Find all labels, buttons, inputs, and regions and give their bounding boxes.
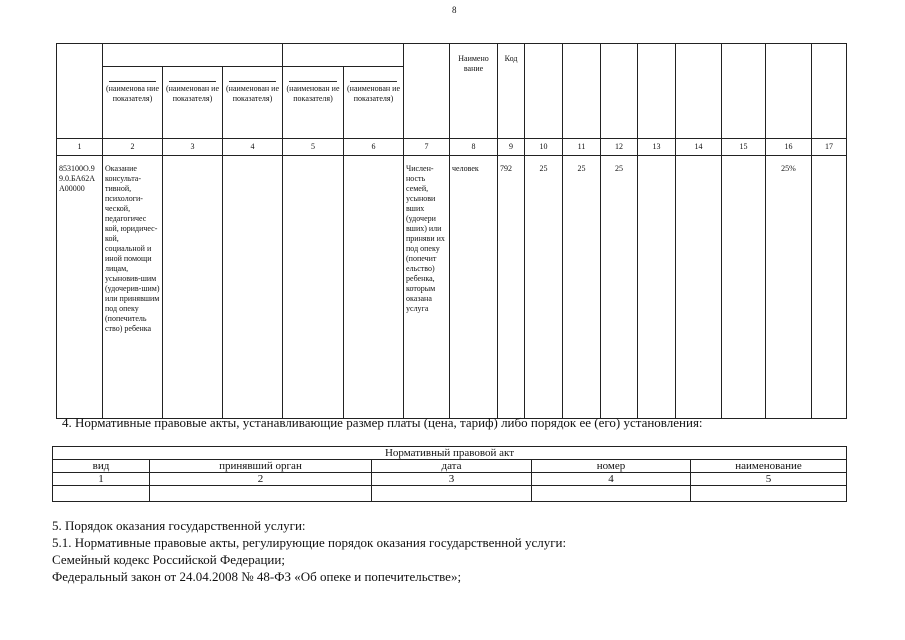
- header-code-label: Код: [498, 44, 525, 139]
- col-number: 14: [676, 139, 722, 156]
- empty-cell: [532, 486, 691, 502]
- indicator-name-cell: (наименован ие показателя): [344, 67, 404, 139]
- data-cell: [223, 156, 283, 419]
- service-indicators-table: [56, 43, 847, 419]
- col-number: 6: [344, 139, 404, 156]
- data-cell: [676, 156, 722, 419]
- col-number: 11: [563, 139, 601, 156]
- unit-code: 792: [498, 156, 525, 419]
- data-cell: [722, 156, 766, 419]
- empty-cell: [691, 486, 847, 502]
- empty-cell: [150, 486, 372, 502]
- col-number: 3: [372, 473, 532, 486]
- header-group-content: [103, 44, 283, 67]
- indicator-name-cell: (наименован ие показателя): [223, 67, 283, 139]
- col-number: 1: [53, 473, 150, 486]
- unit-name: человек: [450, 156, 498, 419]
- value-year-3: 25: [601, 156, 638, 419]
- col-number: 8: [450, 139, 498, 156]
- col-number: 5: [283, 139, 344, 156]
- col-number: 16: [766, 139, 812, 156]
- legal-act-item: Семейный кодекс Российской Федерации;: [52, 552, 285, 567]
- header-cell-7: [404, 44, 450, 139]
- col-number: 3: [163, 139, 223, 156]
- section-4-heading: 4. Нормативные правовые акты, устанавливающие размер платы (цена, тариф) либо порядок ее (его) установления:: [62, 415, 703, 430]
- section-5-heading: 5. Порядок оказания государственной услуги:: [52, 518, 306, 533]
- col-number: 1: [57, 139, 103, 156]
- col-number: 10: [525, 139, 563, 156]
- header-cell-16: [766, 44, 812, 139]
- col-number: 2: [150, 473, 372, 486]
- empty-cell: [53, 486, 150, 502]
- column-header: номер: [532, 460, 691, 473]
- header-cell-11: [563, 44, 601, 139]
- col-number: 9: [498, 139, 525, 156]
- col-number: 5: [691, 473, 847, 486]
- col-number: 15: [722, 139, 766, 156]
- value-year-2: 25: [563, 156, 601, 419]
- data-cell: [344, 156, 404, 419]
- header-cell-14: [676, 44, 722, 139]
- header-cell-10: [525, 44, 563, 139]
- page-number: 8: [452, 5, 457, 15]
- col-number: 2: [103, 139, 163, 156]
- header-group-conditions: [283, 44, 404, 67]
- column-header: дата: [372, 460, 532, 473]
- section-5-1-heading: 5.1. Нормативные правовые акты, регулирующие порядок оказания государственной услуги:: [52, 535, 567, 550]
- header-cell-13: [638, 44, 676, 139]
- column-header: наименование: [691, 460, 847, 473]
- header-cell-15: [722, 44, 766, 139]
- col-number: 13: [638, 139, 676, 156]
- indicator-name-cell: (наименован ие показателя): [283, 67, 344, 139]
- legal-acts-table: [52, 446, 847, 502]
- column-header: принявший орган: [150, 460, 372, 473]
- data-cell: [812, 156, 847, 419]
- value-year-1: 25: [525, 156, 563, 419]
- service-content: Оказание консульта-тивной, психологи-ческой, педагогичес кой, юридичес-кой, социальной и иной помощи лицам, усыновив-шим (удочерив-шим) или принявшим под опеку (попечитель ство) ребенка: [103, 156, 163, 419]
- legal-act-title: Нормативный правовой акт: [53, 447, 847, 460]
- indicator-name-cell: (наименован ие показателя): [163, 67, 223, 139]
- header-cell-12: [601, 44, 638, 139]
- registry-number: 853100О.99.0.БА62АА00000: [57, 156, 103, 419]
- header-name-label: Наимено вание: [450, 44, 498, 139]
- indicator-name: Числен-ность семей, усынови вших (удочери вших) или приняви их под опеку (попечит ельство) ребенка, которым оказана услуга: [404, 156, 450, 419]
- data-cell: [283, 156, 344, 419]
- col-number: 17: [812, 139, 847, 156]
- header-cell-1: [57, 44, 103, 139]
- empty-cell: [372, 486, 532, 502]
- col-number: 4: [532, 473, 691, 486]
- column-header: вид: [53, 460, 150, 473]
- col-number: 4: [223, 139, 283, 156]
- data-cell: [638, 156, 676, 419]
- data-cell: [163, 156, 223, 419]
- col-number: 7: [404, 139, 450, 156]
- allowed-deviation: 25%: [766, 156, 812, 419]
- col-number: 12: [601, 139, 638, 156]
- legal-act-item: Федеральный закон от 24.04.2008 № 48-ФЗ «Об опеке и попечительстве»;: [52, 569, 462, 584]
- indicator-name-cell: (наименова ние показателя): [103, 67, 163, 139]
- header-cell-17: [812, 44, 847, 139]
